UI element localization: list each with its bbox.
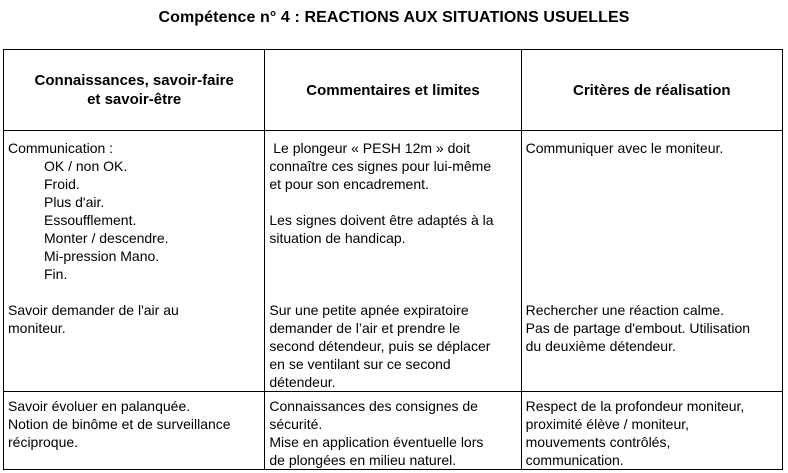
text-line: mouvements contrôlés,: [525, 434, 671, 450]
text-line: moniteur.: [8, 320, 66, 336]
header-criteres: Critères de réalisation: [521, 50, 782, 131]
cell-criteres: [521, 131, 782, 392]
text-line: Respect de la profondeur moniteur,: [525, 398, 745, 414]
text-line: sécurité.: [269, 416, 323, 432]
list-item: Plus d'air.: [44, 194, 105, 210]
text-line: réciproque.: [8, 434, 79, 450]
competence-table: [3, 49, 783, 470]
cell-connaissances: [4, 392, 265, 470]
list-item: OK / non OK.: [44, 158, 128, 174]
text-line: Sur une petite apnée expiratoire: [269, 302, 469, 318]
text-line: Connaissances des consignes de: [269, 398, 478, 414]
text-line: Savoir évoluer en palanquée.: [8, 398, 191, 414]
text-line: détendeur.: [269, 374, 336, 390]
text-line: Communiquer avec le moniteur.: [525, 140, 724, 156]
list-item: Monter / descendre.: [44, 230, 169, 246]
text-line: proximité élève / moniteur,: [525, 416, 690, 432]
cell-criteres: [521, 392, 782, 470]
cell-commentaires: [265, 131, 521, 392]
text-line: de plongées en milieu naturel.: [269, 452, 457, 468]
list-item: Mi-pression Mano.: [44, 248, 160, 264]
header-commentaires: Commentaires et limites: [265, 50, 521, 131]
table-row: [4, 131, 783, 392]
text-line: second détendeur, puis se déplacer: [269, 338, 491, 354]
cell-connaissances: [4, 131, 265, 392]
text-line: Rechercher une réaction calme.: [525, 302, 725, 318]
text-line: Savoir demander de l'air au: [8, 302, 179, 318]
text-line: situation de handicap.: [269, 230, 406, 246]
text-line: et pour son encadrement.: [269, 176, 429, 192]
list-item: Froid.: [44, 176, 80, 192]
text-line: Notion de binôme et de surveillance: [8, 416, 231, 432]
cell-commentaires: [265, 392, 521, 470]
table-row: [4, 392, 783, 470]
text-line: Pas de partage d'embout. Utilisation: [525, 320, 751, 336]
communication-label: Communication :: [8, 140, 114, 156]
text-line: demander de l’air et prendre le: [269, 320, 461, 336]
text-line: Les signes doivent être adaptés à la: [269, 212, 494, 228]
text-line: communication.: [525, 452, 624, 468]
page-title: Compétence n° 4 : REACTIONS AUX SITUATIONS USUELLES: [158, 9, 630, 26]
header-connaissances: [4, 50, 265, 131]
text-line: Le plongeur « PESH 12m » doit: [269, 140, 471, 156]
text-line: Mise en application éventuelle lors: [269, 434, 484, 450]
list-item: Essoufflement.: [44, 212, 137, 228]
list-item: Fin.: [44, 266, 68, 282]
text-line: en se ventilant sur ce second: [269, 356, 451, 372]
header-row: [4, 50, 783, 131]
text-line: du deuxième détendeur.: [525, 338, 676, 354]
text-line: connaître ces signes pour lui-même: [269, 158, 492, 174]
header-connaissances-text: Connaissances, savoir-faire et savoir-être: [34, 72, 234, 108]
